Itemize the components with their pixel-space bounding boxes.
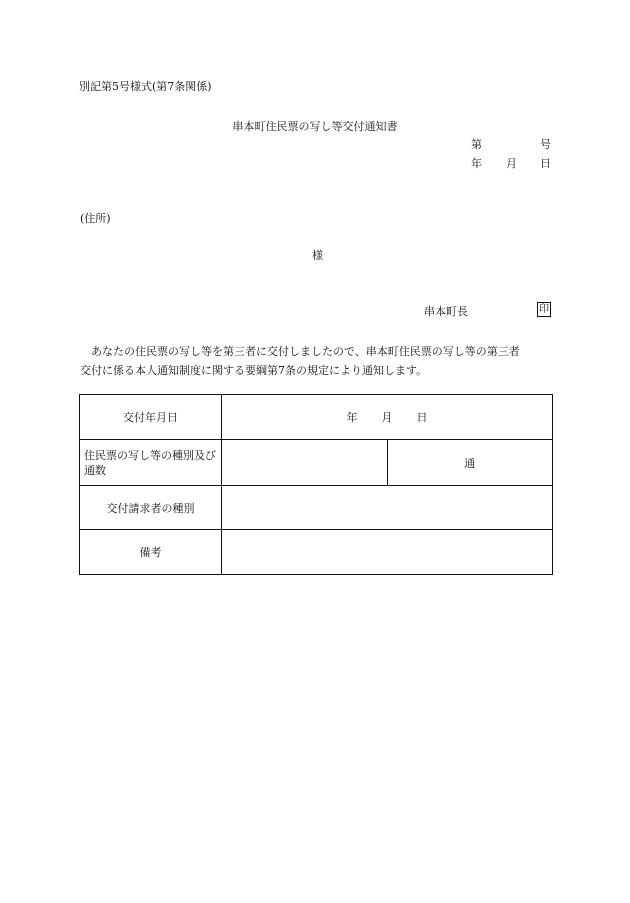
issue-date-value-day: 日 [416, 411, 428, 424]
form-number-label: 別記第5号様式(第7条関係) [79, 80, 212, 93]
document-count-value [387, 440, 553, 486]
document-type-value [222, 440, 388, 486]
table-row [80, 395, 553, 440]
document-number-prefix: 第 [471, 138, 482, 151]
issuer-name: 串本町長 [424, 305, 468, 318]
notice-body-line-2: 交付に係る本人通知制度に関する要綱第7条の規定により通知します。 [80, 364, 428, 377]
issue-date-value [222, 395, 553, 440]
remarks-value [222, 530, 553, 575]
issue-date-day: 日 [540, 157, 551, 170]
document-type-count-label: 住民票の写し等の種別及び通数 [80, 440, 222, 486]
document-number-suffix: 号 [540, 138, 551, 151]
document-title: 串本町住民票の写し等交付通知書 [232, 120, 398, 133]
issue-date-label: 交付年月日 [80, 395, 222, 440]
issue-date-year: 年 [471, 157, 482, 170]
remarks-label: 備考 [80, 530, 222, 575]
table-row [80, 530, 553, 575]
issue-date-value-month: 月 [381, 411, 393, 424]
recipient-honorific: 様 [312, 249, 323, 262]
notice-body-line-1: あなたの住民票の写し等を第三者に交付しましたので、串本町住民票の写し等の第三者 [91, 345, 520, 358]
table-row [80, 486, 553, 530]
table-row [80, 440, 553, 486]
seal-mark: 印 [539, 304, 549, 315]
issue-date-value-year: 年 [346, 411, 358, 424]
requester-type-value [222, 486, 553, 530]
issuance-details-table [79, 394, 553, 575]
document-count-unit: 通 [464, 456, 476, 470]
notice-body [80, 342, 555, 380]
requester-type-label: 交付請求者の種別 [80, 486, 222, 530]
recipient-address-label: (住所) [80, 212, 111, 225]
issue-date-month: 月 [506, 157, 517, 170]
